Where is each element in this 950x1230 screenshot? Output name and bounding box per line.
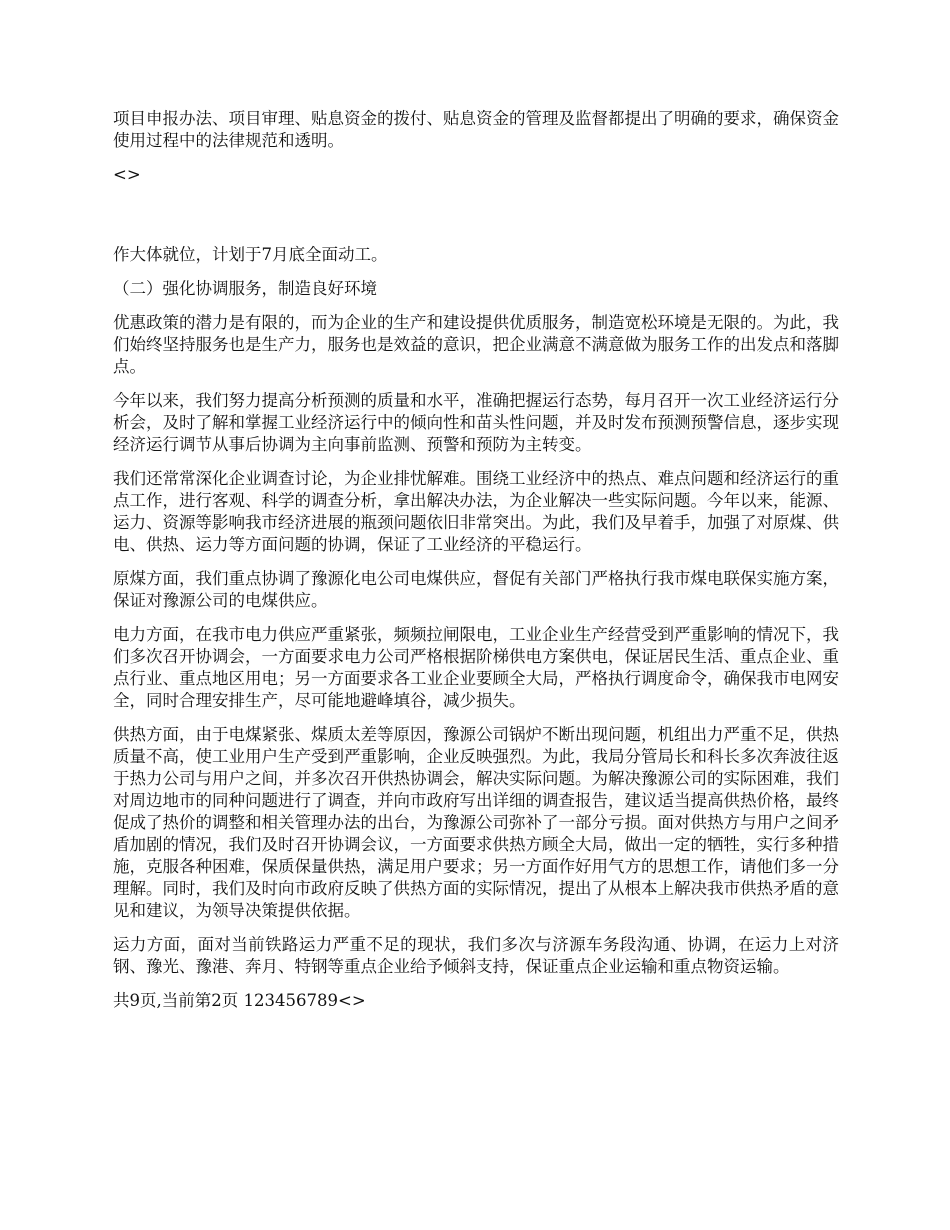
page-link[interactable]: 4 bbox=[275, 991, 286, 1010]
page-link[interactable]: 9 bbox=[327, 991, 338, 1010]
document-body bbox=[113, 108, 839, 1012]
section-heading: （二）强化协调服务，制造良好环境 bbox=[113, 279, 377, 298]
paragraph-construction-plan: 作大体就位，计划于7月底全面动工。 bbox=[113, 245, 388, 264]
paragraph-transport: 运力方面，面对当前铁路运力严重不足的现状，我们多次与济源车务段沟通、协调，在运力上对济钢、豫光、豫港、奔月、特钢等重点企业给予倾斜支持，保证重点企业运输和重点物资运输。 bbox=[113, 935, 839, 976]
pagination-summary: 共9页,当前第2页 bbox=[113, 991, 239, 1010]
page-nav-link[interactable]: <> bbox=[113, 165, 141, 184]
paragraph-enterprise-research: 我们还常常深化企业调查讨论，为企业排忧解难。围绕工业经济中的热点、难点问题和经济运行的重点工作，进行客观、科学的调查分析，拿出解决办法，为企业解决一些实际问题。今年以来，能源、运力、资源等影响我市经济进展的瓶颈问题依旧非常突出。为此，我们及早着手，加强了对原煤、供电、供热、运力等方面问题的协调，保证了工业经济的平稳运行。 bbox=[113, 469, 839, 554]
paragraph-power-supply: 电力方面，在我市电力供应严重紧张，频频拉闸限电，工业企业生产经营受到严重影响的情况下，我们多次召开协调会，一方面要求电力公司严格根据阶梯供电方案供电，保证居民生活、重点企业、重点行业、重点地区用电；另一方面要求各工业企业要顾全大局，严格执行调度命令，确保我市电网安全，同时合理安排生产，尽可能地避峰填谷，减少损失。 bbox=[113, 625, 839, 710]
paragraph-heat-supply: 供热方面，由于电煤紧张、煤质太差等原因，豫源公司锅炉不断出现问题，机组出力严重不足，供热质量不高，使工业用户生产受到严重影响，企业反映强烈。为此，我局分管局长和科长多次奔波往返于热力公司与用户之间，并多次召开供热协调会，解决实际问题。为解决豫源公司的实际困难，我们对周边地市的同种问题进行了调查，并向市政府写出详细的调查报告，建议适当提高供热价格，最终促成了热价的调整和相关管理办法的出台，为豫源公司弥补了一部分亏损。面对供热方与用户之间矛盾加剧的情况，我们及时召开协调会议，一方面要求供热方顾全大局，做出一定的牺牲，实行多种措施，克服各种困难，保质保量供热，满足用户要求；另一方面作好用气方的思想工作，请他们多一分理解。同时，我们及时向市政府反映了供热方面的实际情况，提出了从根本上解决我市供热矛盾的意见和建议，为领导决策提供依据。 bbox=[113, 725, 839, 920]
paragraph-coal-supply: 原煤方面，我们重点协调了豫源化电公司电煤供应，督促有关部门严格执行我市煤电联保实施方案，保证对豫源公司的电煤供应。 bbox=[113, 569, 839, 610]
paragraph-analysis-forecast: 今年以来，我们努力提高分析预测的质量和水平，准确把握运行态势，每月召开一次工业经济运行分析会，及时了解和掌握工业经济运行中的倾向性和苗头性问题，并及时发布预测预警信息，逐步实现经济运行调节从事后协调为主向事前监测、预警和预防为主转变。 bbox=[113, 391, 839, 454]
page-link[interactable]: 6 bbox=[296, 991, 307, 1010]
page-link[interactable]: 7 bbox=[306, 991, 317, 1010]
page-link[interactable]: 3 bbox=[264, 991, 275, 1010]
paragraph-funding-rules: 项目申报办法、项目审理、贴息资金的拨付、贴息资金的管理及监督都提出了明确的要求，确保资金使用过程中的法律规范和透明。 bbox=[113, 109, 839, 150]
page-link[interactable]: 1 bbox=[243, 991, 254, 1010]
pagination bbox=[113, 990, 839, 1012]
page-link[interactable]: 8 bbox=[317, 991, 328, 1010]
paragraph-service-environment: 优惠政策的潜力是有限的，而为企业的生产和建设提供优质服务，制造宽松环境是无限的。为此，我们始终坚持服务也是生产力，服务也是效益的意识，把企业满意不满意做为服务工作的出发点和落脚点。 bbox=[113, 313, 839, 376]
page-link[interactable]: 2 bbox=[254, 991, 265, 1010]
page-link[interactable]: 5 bbox=[285, 991, 296, 1010]
prev-next-link[interactable]: <> bbox=[338, 991, 366, 1010]
